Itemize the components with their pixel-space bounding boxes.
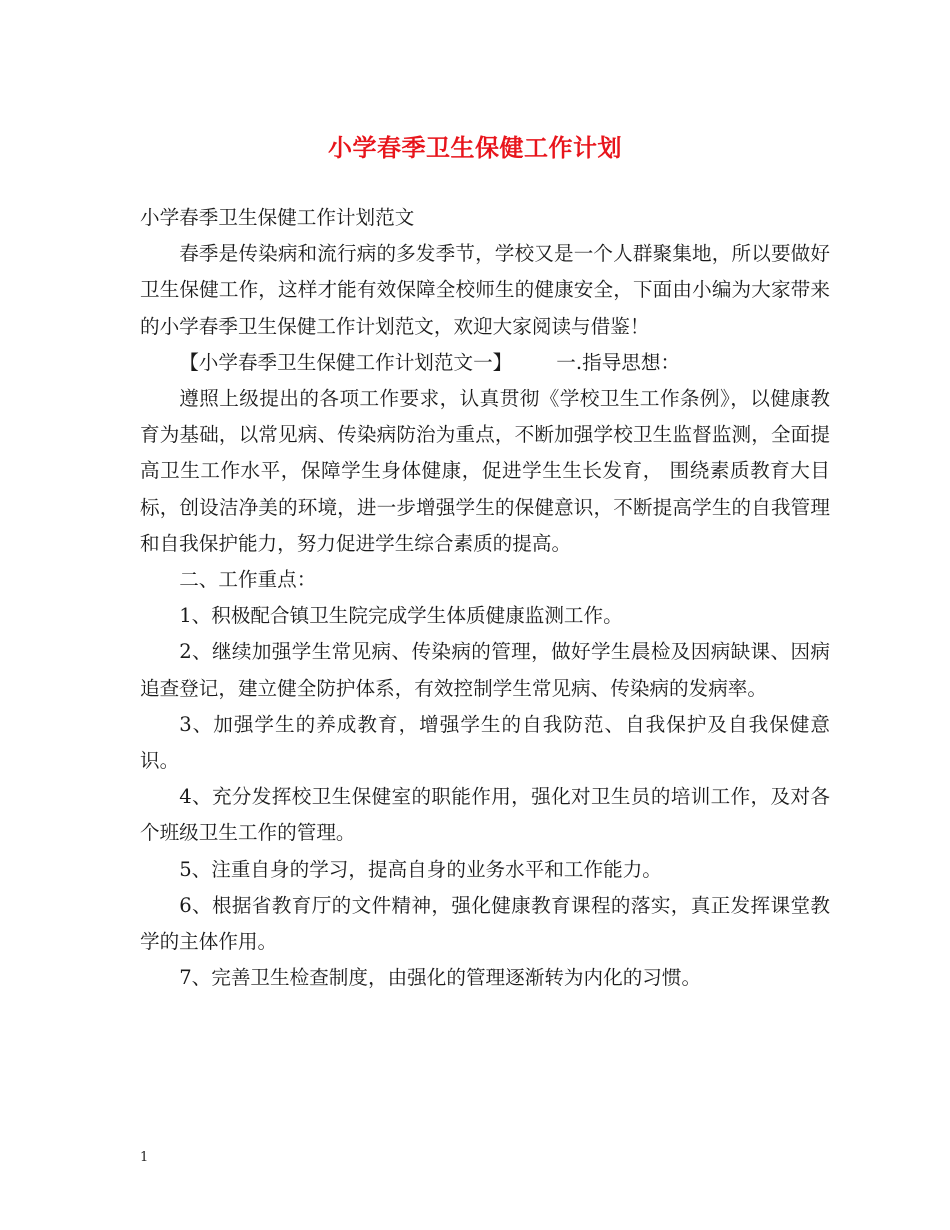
section-heading-focus: 二、工作重点： xyxy=(179,568,317,592)
list-item: 1、积极配合镇卫生院完成学生体质健康监测工作。 xyxy=(179,604,623,628)
list-item: 3、加强学生的养成教育，增强学生的自我防范、自我保护及自我保健意识。 xyxy=(140,712,830,773)
guiding-paragraph: 遵照上级提出的各项工作要求，认真贯彻《学校卫生工作条例》，以健康教育为基础，以常见病、传染病防治为重点，不断加强学校卫生监督监测，全面提高卫生工作水平，保障学生身体健康，促进学生生长发育， 围绕素质教育大目标，创设洁净美的环境，进一步增强学生的保健意识，不断提高学生的自我管理和自我保护能力，努力促进学生综合素质的提高。 xyxy=(140,387,830,555)
section-heading-guiding: 一.指导思想： xyxy=(556,350,681,374)
document-subtitle: 小学春季卫生保健工作计划范文 xyxy=(140,206,415,229)
section-label: 【小学春季卫生保健工作计划范文一】 xyxy=(179,350,513,374)
list-item: 6、根据省教育厅的文件精神，强化健康教育课程的落实，真正发挥课堂教学的主体作用。 xyxy=(140,893,830,954)
list-item: 4、充分发挥校卫生保健室的职能作用，强化对卫生员的培训工作，及对各个班级卫生工作的管理。 xyxy=(140,785,830,845)
intro-paragraph: 春季是传染病和流行病的多发季节，学校又是一个人群聚集地，所以要做好卫生保健工作，这样才能有效保障全校师生的健康安全，下面由小编为大家带来的小学春季卫生保健工作计划范文，欢迎大家阅读与借鉴！ xyxy=(140,242,830,338)
document-title: 小学春季卫生保健工作计划 xyxy=(328,133,622,162)
list-item: 7、完善卫生检查制度，由强化的管理逐渐转为内化的习惯。 xyxy=(179,966,702,990)
list-item: 5、注重自身的学习，提高自身的业务水平和工作能力。 xyxy=(179,857,662,881)
document-body xyxy=(140,200,830,996)
page-number: 1 xyxy=(140,1150,149,1165)
section-heading-line xyxy=(140,345,830,381)
list-item: 2、继续加强学生常见病、传染病的管理，做好学生晨检及因病缺课、因病追查登记，建立健全防护体系，有效控制学生常见病、传染病的发病率。 xyxy=(140,640,830,700)
